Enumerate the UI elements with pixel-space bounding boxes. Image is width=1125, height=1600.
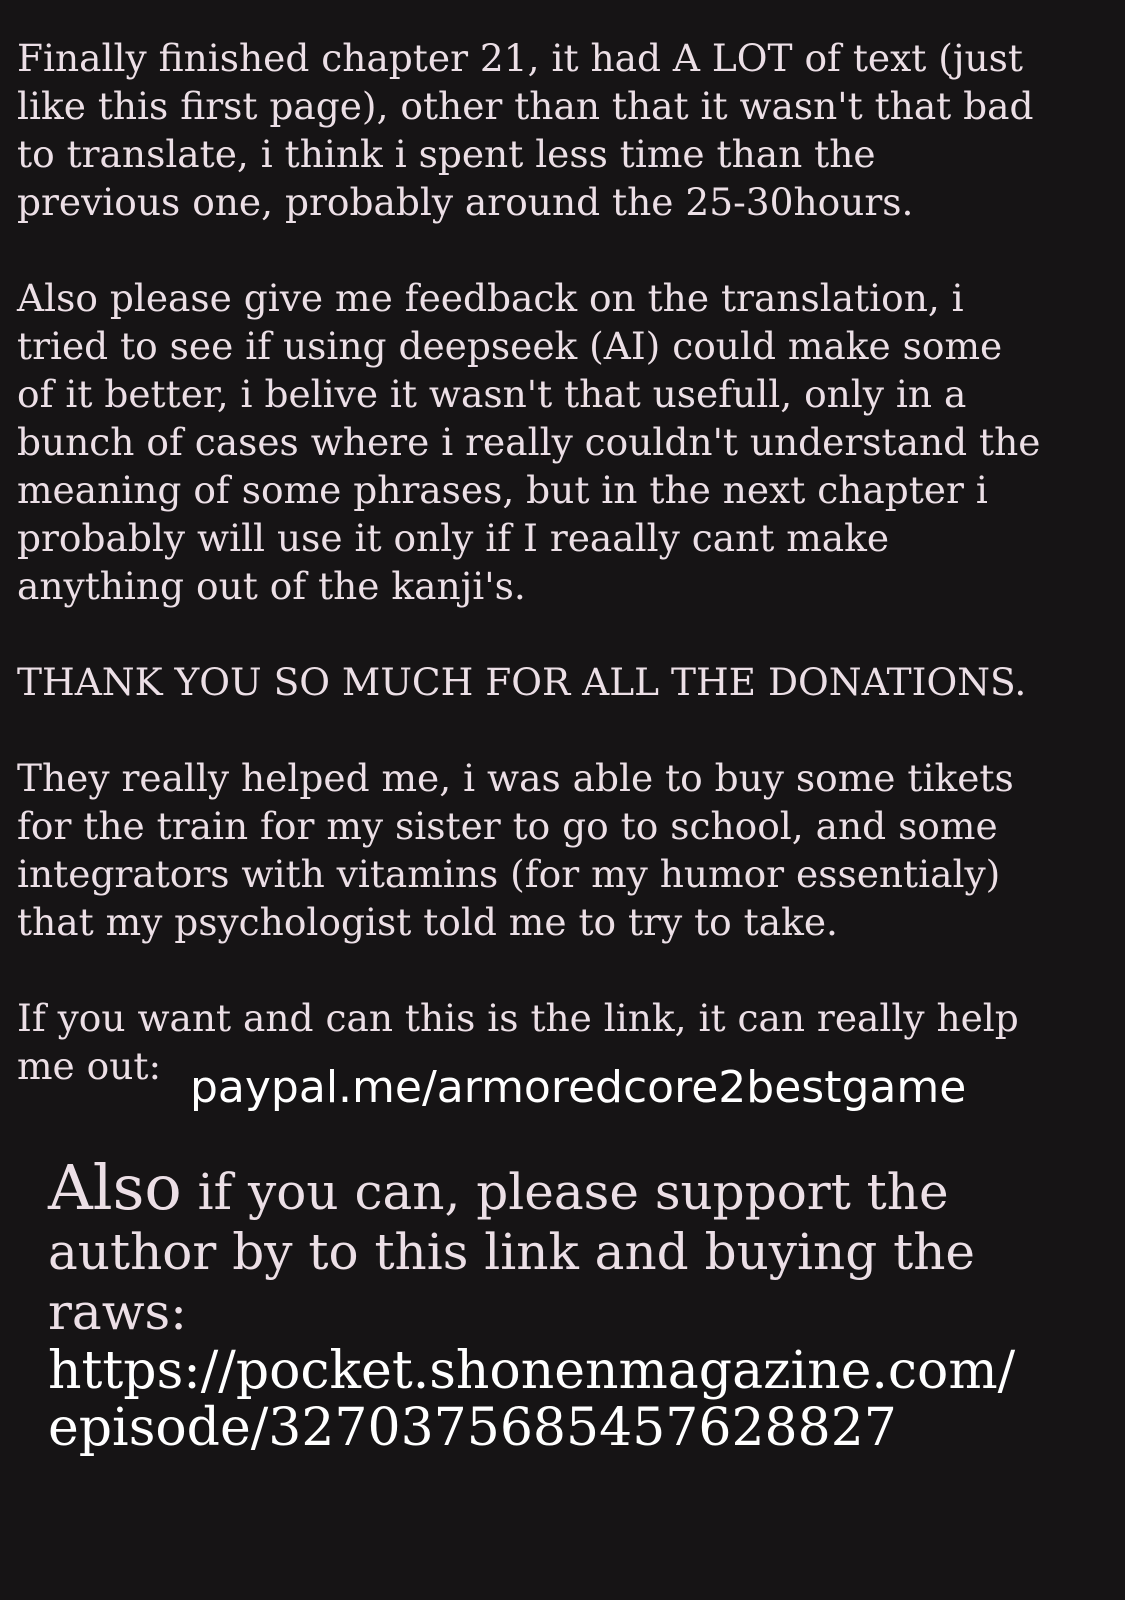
support-lead: Also — [48, 1151, 182, 1224]
donations-paragraph: They really helped me, i was able to buy some tikets for the train for my sister to go to school, and some integrators with vitamins (for my humor essentialy) that my psychologist told me to try to take. — [17, 756, 1014, 944]
support-body: if you can, please support the author by to this link and buying the raws: — [48, 1163, 976, 1341]
support-author-text — [48, 1151, 1118, 1342]
author-raws-link[interactable]: https://pocket.shonenmagazine.com/ episode/3270375685457628827 — [48, 1341, 1016, 1458]
thank-you-paragraph: THANK YOU SO MUCH FOR ALL THE DONATIONS. — [17, 660, 1027, 704]
chapter-status-paragraph: Finally finished chapter 21, it had A LOT of text (just like this first page), other than that it wasn't that bad to translate, i think i spent less time than the previous one, probably around the 25-30hours. — [17, 36, 1034, 224]
paypal-link[interactable]: paypal.me/armoredcore2bestgame — [190, 1062, 967, 1113]
notes-body — [17, 34, 1117, 1090]
feedback-paragraph: Also please give me feedback on the translation, i tried to see if using deepseek (AI) could make some of it better, i belive it wasn't that usefull, only in a bunch of cases where i really couldn't understand the meaning of some phrases, but in the next chapter i probably will use it only if I reaally cant make anything out of the kanji's. — [17, 276, 1041, 608]
donation-link-paragraph: If you want and can this is the link, it can really help me out: — [17, 996, 1019, 1088]
